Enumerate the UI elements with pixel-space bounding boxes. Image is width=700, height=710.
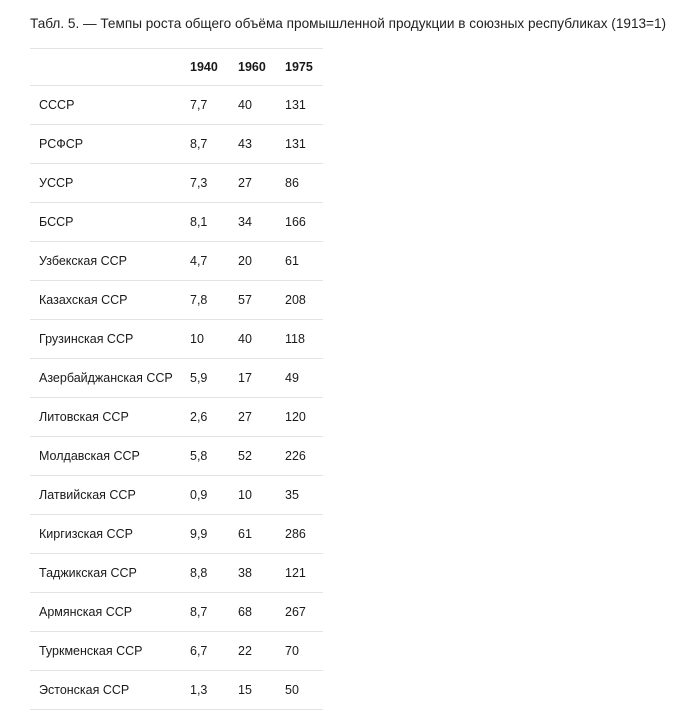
republic-name-cell: Казахская ССР [39, 293, 128, 307]
value-1940-cell: 8,8 [190, 566, 208, 580]
value-1960-cell: 40 [238, 98, 252, 112]
republic-name-cell: Туркменская ССР [39, 644, 143, 658]
value-1975-cell: 86 [285, 176, 299, 190]
table-row [30, 437, 323, 476]
table-row [30, 125, 323, 164]
table-row [30, 242, 323, 281]
table-row [30, 203, 323, 242]
table-body [30, 86, 323, 710]
header-cell-1960: 1960 [238, 60, 266, 74]
value-1975-cell: 131 [285, 98, 306, 112]
value-1960-cell: 17 [238, 371, 252, 385]
value-1940-cell: 8,1 [190, 215, 208, 229]
value-1940-cell: 5,9 [190, 371, 208, 385]
republic-name-cell: Азербайджанская ССР [39, 371, 173, 385]
republic-name-cell: СССР [39, 98, 75, 112]
table-row [30, 86, 323, 125]
value-1940-cell: 2,6 [190, 410, 208, 424]
value-1960-cell: 52 [238, 449, 252, 463]
value-1940-cell: 10 [190, 332, 204, 346]
value-1975-cell: 226 [285, 449, 306, 463]
republic-name-cell: Армянская ССР [39, 605, 133, 619]
table-row [30, 593, 323, 632]
value-1940-cell: 4,7 [190, 254, 208, 268]
republic-name-cell: УССР [39, 176, 74, 190]
table-row [30, 398, 323, 437]
value-1940-cell: 7,7 [190, 98, 208, 112]
value-1975-cell: 166 [285, 215, 306, 229]
value-1960-cell: 57 [238, 293, 252, 307]
value-1940-cell: 0,9 [190, 488, 208, 502]
table-row [30, 515, 323, 554]
value-1975-cell: 70 [285, 644, 299, 658]
value-1960-cell: 15 [238, 683, 252, 697]
republic-name-cell: Молдавская ССР [39, 449, 140, 463]
value-1960-cell: 10 [238, 488, 252, 502]
value-1975-cell: 131 [285, 137, 306, 151]
value-1940-cell: 9,9 [190, 527, 208, 541]
header-cell-1940: 1940 [190, 60, 218, 74]
republic-name-cell: Таджикская ССР [39, 566, 137, 580]
value-1960-cell: 22 [238, 644, 252, 658]
value-1940-cell: 8,7 [190, 605, 208, 619]
value-1975-cell: 35 [285, 488, 299, 502]
value-1960-cell: 34 [238, 215, 252, 229]
value-1960-cell: 27 [238, 410, 252, 424]
value-1975-cell: 50 [285, 683, 299, 697]
table-row [30, 359, 323, 398]
value-1960-cell: 61 [238, 527, 252, 541]
value-1960-cell: 27 [238, 176, 252, 190]
value-1975-cell: 49 [285, 371, 299, 385]
table-row [30, 476, 323, 515]
value-1975-cell: 286 [285, 527, 306, 541]
table-header-row [30, 49, 323, 86]
growth-table [30, 48, 323, 710]
value-1960-cell: 68 [238, 605, 252, 619]
value-1975-cell: 121 [285, 566, 306, 580]
value-1960-cell: 38 [238, 566, 252, 580]
value-1940-cell: 5,8 [190, 449, 208, 463]
header-cell-1975: 1975 [285, 60, 313, 74]
value-1975-cell: 120 [285, 410, 306, 424]
republic-name-cell: РСФСР [39, 137, 84, 151]
value-1975-cell: 208 [285, 293, 306, 307]
value-1940-cell: 6,7 [190, 644, 208, 658]
republic-name-cell: Эстонская ССР [39, 683, 130, 697]
value-1960-cell: 20 [238, 254, 252, 268]
value-1940-cell: 7,8 [190, 293, 208, 307]
table-row [30, 632, 323, 671]
table-caption: Табл. 5. — Темпы роста общего объёма промышленной продукции в союзных республиках (1913=1) [30, 16, 667, 31]
value-1940-cell: 7,3 [190, 176, 208, 190]
value-1975-cell: 267 [285, 605, 306, 619]
table-row [30, 164, 323, 203]
republic-name-cell: Литовская ССР [39, 410, 129, 424]
value-1940-cell: 8,7 [190, 137, 208, 151]
table-row [30, 320, 323, 359]
value-1975-cell: 61 [285, 254, 299, 268]
table-row [30, 554, 323, 593]
republic-name-cell: Латвийская ССР [39, 488, 136, 502]
value-1960-cell: 40 [238, 332, 252, 346]
republic-name-cell: Грузинская ССР [39, 332, 134, 346]
value-1940-cell: 1,3 [190, 683, 208, 697]
table-row [30, 281, 323, 320]
republic-name-cell: Киргизская ССР [39, 527, 133, 541]
value-1960-cell: 43 [238, 137, 252, 151]
republic-name-cell: Узбекская ССР [39, 254, 127, 268]
republic-name-cell: БССР [39, 215, 74, 229]
table-row [30, 671, 323, 710]
value-1975-cell: 118 [285, 332, 305, 346]
